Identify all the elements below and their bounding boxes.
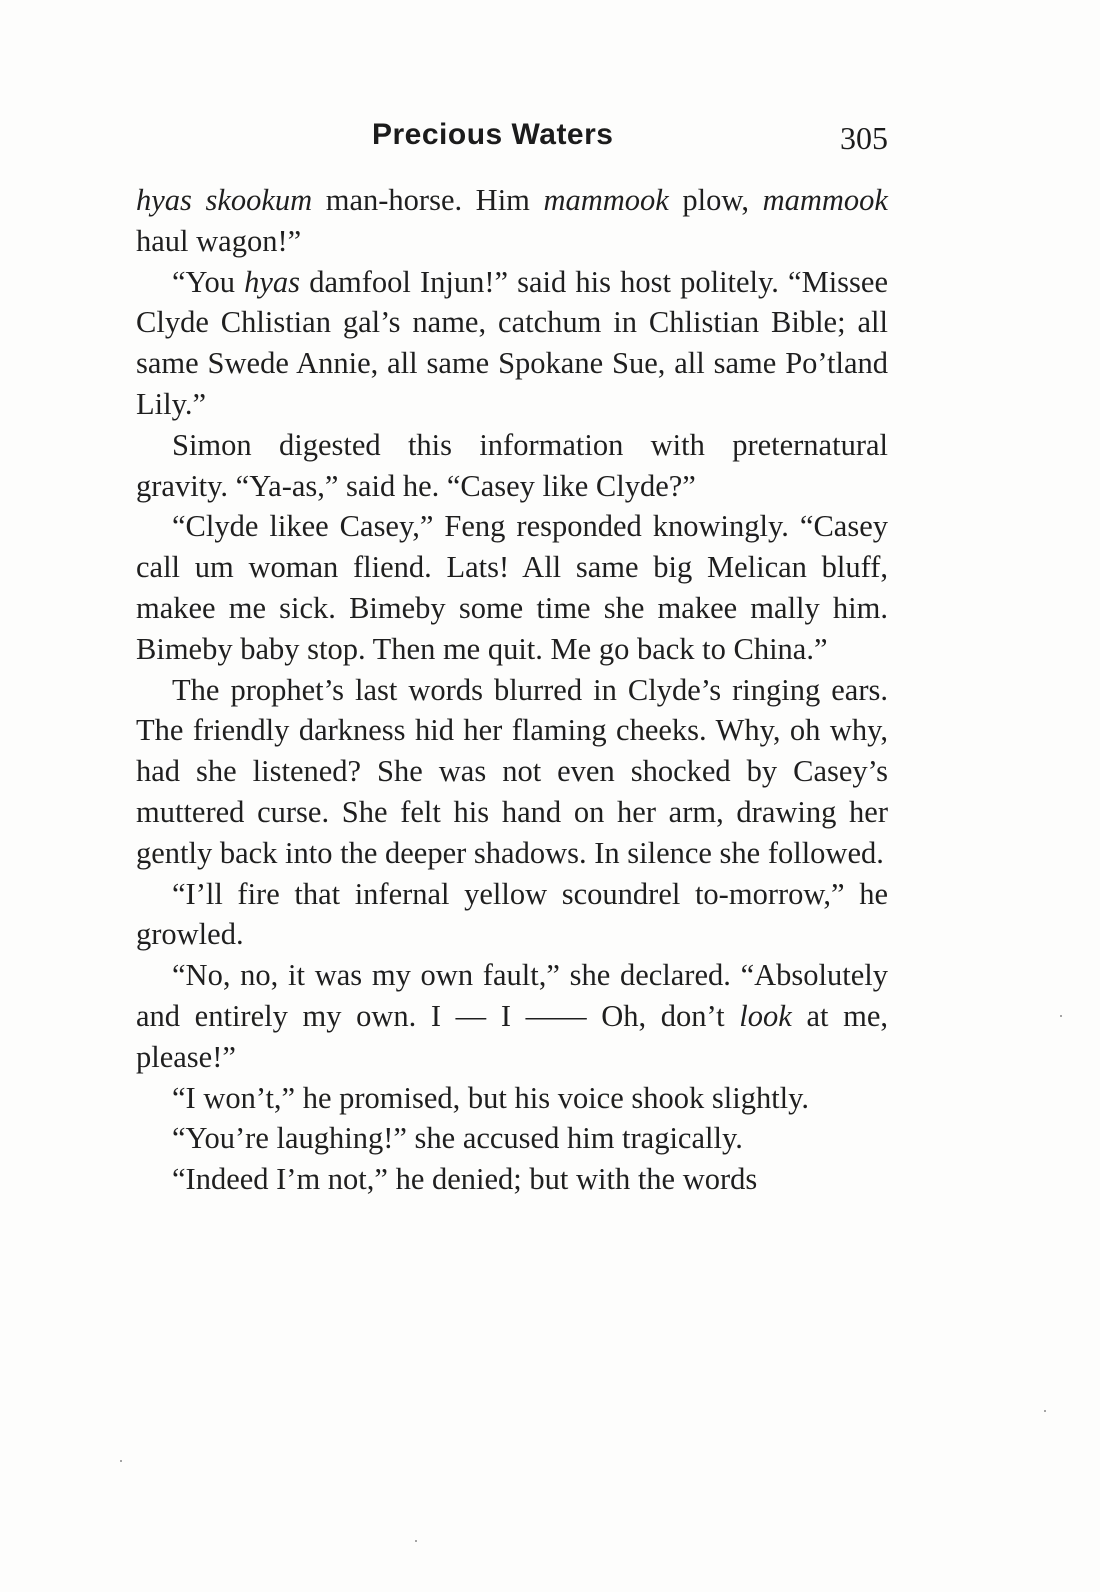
paragraph: “You hyas damfool Injun!” said his host politely. “Missee Clyde Chlistian gal’s name, catchum in Chlistian Bible; all same Swede Annie, all same Spokane Sue, all same Po’tland Lily.” [136,264,888,421]
paragraph: “No, no, it was my own fault,” she declared. “Absolutely and entirely my own. I — I —— Oh, don’t look at me, please!” [136,958,888,1074]
paragraph: The prophet’s last words blurred in Clyde’s ringing ears. The friendly darkness hid her flaming cheeks. Why, oh why, had she listened? She was not even shocked by Casey’s muttered curse. She felt his hand on her arm, drawing her gently back into the deeper shadows. In silence she followed. [136,672,888,870]
scan-speck [1060,1015,1062,1017]
paragraph: Simon digested this information with preternatural gravity. “Ya-as,” said he. “Casey like Clyde?” [136,427,888,503]
paragraph: “I’ll fire that infernal yellow scoundrel to-morrow,” he growled. [136,876,888,952]
paragraph: “Indeed I’m not,” he denied; but with the words [172,1162,758,1197]
paragraph: “You’re laughing!” she accused him tragically. [172,1121,743,1156]
scan-speck [415,1540,417,1542]
paragraph: hyas skookum man-horse. Him mammook plow, mammook haul wagon!” [136,183,888,258]
running-title: Precious Waters [372,118,614,151]
body-text [136,180,888,1200]
page-header [136,118,888,162]
page-number: 305 [840,120,888,156]
scan-speck [1044,1410,1046,1412]
paragraph: “I won’t,” he promised, but his voice shook slightly. [172,1080,810,1115]
paragraph: “Clyde likee Casey,” Feng responded knowingly. “Casey call um woman fliend. Lats! All same big Melican bluff, makee me sick. Bimeby some time she makee mally him. Bimeby baby stop. Then me quit. Me go back to China.” [136,509,888,666]
scan-speck [120,1460,122,1462]
